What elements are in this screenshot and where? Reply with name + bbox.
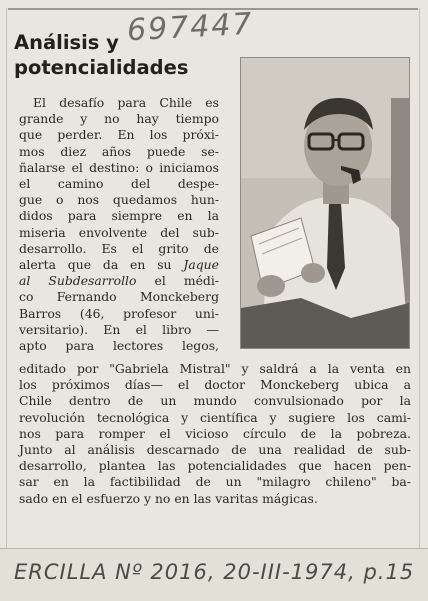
text-line: co Fernando Monckeberg [19, 289, 219, 305]
text-line: que perder. En los próxi- [19, 127, 219, 143]
text-line: didos para siempre en la [19, 208, 219, 224]
text-line: sar en la factibilidad de un "milagro chileno" ba- [19, 474, 411, 490]
text-line: alerta que da en su Jaque [19, 257, 219, 273]
text-line: mos diez años puede se- [19, 143, 219, 159]
text-line: apto para lectores legos, [19, 338, 219, 354]
text-line: gue o nos quedamos hun- [19, 192, 219, 208]
text-line: grande y no hay tiempo [19, 111, 219, 127]
left-border [6, 8, 7, 590]
text-line: editado por "Gabriela Mistral" y saldrá a la venta en [19, 361, 411, 376]
text-line: desarrollo, plantea las potencialidades que hacen pen- [19, 458, 411, 474]
headline-line-1: Análisis y [14, 31, 119, 54]
text-line: sado en el esfuerzo y no en las varitas mágicas. [19, 490, 318, 506]
text-line: revolución tecnológica y científica y sugiere los cami- [19, 409, 411, 425]
text-line: desarrollo. Es el grito de [19, 240, 219, 256]
right-border [419, 8, 420, 590]
text-line: miseria envolvente del sub- [19, 224, 219, 240]
text-line: versitario). En el libro — [19, 321, 219, 337]
text-line: al Subdesarrollo el médi- [19, 273, 219, 289]
text-line: Chile dentro de un mundo convulsionado por la [19, 393, 411, 409]
text-line: Barros (46, profesor uni- [19, 305, 219, 321]
text-line: Junto al análisis descarnado de una realidad de sub- [19, 442, 411, 458]
article-body-narrow-column [19, 95, 219, 354]
text-line: los próximos días— el doctor Monckeberg ubica a [19, 377, 411, 393]
handwritten-citation: ERCILLA Nº 2016, 20-III-1974, p.15 [14, 560, 415, 584]
article-body-wide-column [19, 361, 411, 507]
text-line: nos para romper el vicioso círculo de la pobreza. [19, 425, 411, 441]
text-line: El desafío para Chile es [33, 95, 219, 110]
text-line: ñalarse el destino: o iniciamos [19, 159, 219, 175]
handwritten-catalog-number: 697447 [126, 6, 255, 49]
portrait-illustration [241, 58, 409, 348]
text-line: el camino del despe- [19, 176, 219, 192]
portrait-photo [240, 57, 410, 349]
headline-line-2: potencialidades [14, 56, 189, 79]
